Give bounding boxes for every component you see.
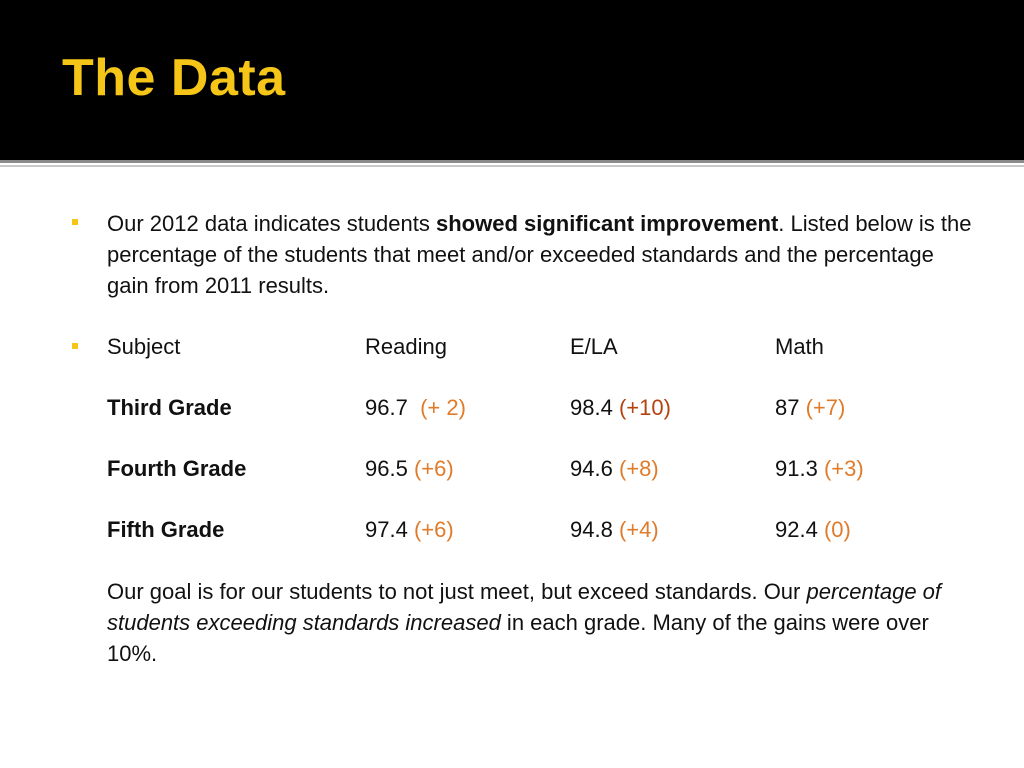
row-math xyxy=(775,392,845,423)
conclusion-text: Our goal is for our students to not just meet, but exceed standards. Our xyxy=(107,579,807,604)
conclusion-text-after: in each grade. Many of the gains were over 10%. xyxy=(107,610,929,666)
intro-paragraph xyxy=(107,208,977,301)
gain: (+6) xyxy=(413,456,454,481)
row-ela xyxy=(570,392,671,423)
row-grade-fourth: Fourth Grade xyxy=(107,456,247,481)
bullet-icon xyxy=(72,219,78,225)
row-grade-third: Third Grade xyxy=(107,395,232,420)
value: 97.4 xyxy=(365,517,408,542)
value: 96.5 xyxy=(365,456,408,481)
gain: (+10) xyxy=(618,395,671,420)
value: 92.4 xyxy=(775,517,818,542)
row-ela xyxy=(570,453,659,484)
gain: (0) xyxy=(823,517,851,542)
gain: (+4) xyxy=(618,517,659,542)
header-reading: Reading xyxy=(365,334,447,359)
row-reading xyxy=(365,453,454,484)
gain: (+7) xyxy=(805,395,846,420)
conclusion-paragraph xyxy=(107,576,977,669)
intro-text-after: . Listed below is the percentage of the students that meet and/or exceeded standards and the percentage gain from 2011 results. xyxy=(107,211,972,298)
value: 87 xyxy=(775,395,800,420)
gain: (+8) xyxy=(618,456,659,481)
intro-text: Our 2012 data indicates students xyxy=(107,211,436,236)
header-subject: Subject xyxy=(107,334,181,359)
value: 96.7 xyxy=(365,395,408,420)
gain: (+6) xyxy=(413,517,454,542)
row-math xyxy=(775,514,851,545)
row-reading xyxy=(365,392,466,423)
header-ela: E/LA xyxy=(570,334,618,359)
value: 98.4 xyxy=(570,395,613,420)
value: 94.8 xyxy=(570,517,613,542)
gain: (+ 2) xyxy=(420,395,466,420)
bullet-icon xyxy=(72,343,78,349)
slide-title: The Data xyxy=(62,49,286,107)
value: 94.6 xyxy=(570,456,613,481)
value: 91.3 xyxy=(775,456,818,481)
row-reading xyxy=(365,514,454,545)
gain: (+3) xyxy=(823,456,864,481)
header-math: Math xyxy=(775,334,824,359)
intro-emphasis: showed significant improvement xyxy=(436,211,779,236)
row-ela xyxy=(570,514,659,545)
row-grade-fifth: Fifth Grade xyxy=(107,517,225,542)
conclusion-emphasis: percentage of students exceeding standards increased xyxy=(107,579,942,635)
row-math xyxy=(775,453,864,484)
